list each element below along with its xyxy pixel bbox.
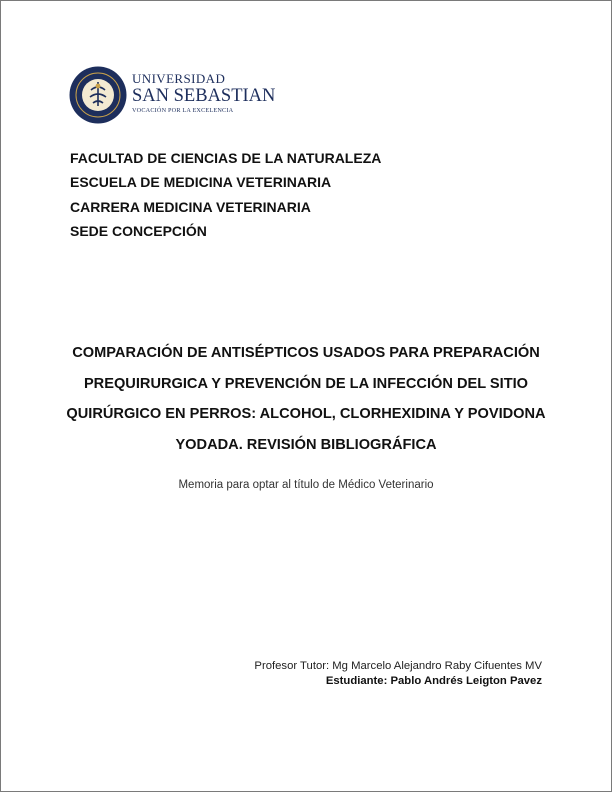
logo-university-word: UNIVERSIDAD — [132, 71, 226, 86]
program-name: CARRERA MEDICINA VETERINARIA — [70, 198, 311, 215]
tutor-credit: Profesor Tutor: Mg Marcelo Alejandro Raby Cifuentes MV — [254, 660, 542, 672]
school-name: ESCUELA DE MEDICINA VETERINARIA — [70, 174, 332, 191]
thesis-title-line: QUIRÚRGICO EN PERROS: ALCOHOL, CLORHEXIDINA Y POVIDONA — [66, 406, 546, 422]
thesis-title-line: YODADA. REVISIÓN BIBLIOGRÁFICA — [175, 436, 437, 453]
thesis-title-line: PREQUIRURGICA Y PREVENCIÓN DE LA INFECCIÓN DEL SITIO — [83, 375, 529, 392]
faculty-block — [70, 146, 381, 243]
faculty-name: FACULTAD DE CIENCIAS DE LA NATURALEZA — [70, 150, 382, 166]
degree-subtitle: Memoria para optar al título de Médico Veterinario — [178, 479, 434, 491]
credits-block — [254, 658, 542, 689]
thesis-title — [60, 338, 552, 460]
thesis-title-line: COMPARACIÓN DE ANTISÉPTICOS USADOS PARA PREPARACIÓN — [72, 345, 540, 361]
campus-name: SEDE CONCEPCIÓN — [70, 222, 207, 239]
logo-motto: VOCACIÓN POR LA EXCELENCIA — [132, 107, 234, 114]
student-credit: Estudiante: Pablo Andrés Leigton Pavez — [325, 675, 542, 687]
logo-university-name: SAN SEBASTIAN — [132, 86, 276, 106]
university-seal-icon — [69, 66, 127, 124]
university-logo — [69, 66, 276, 124]
